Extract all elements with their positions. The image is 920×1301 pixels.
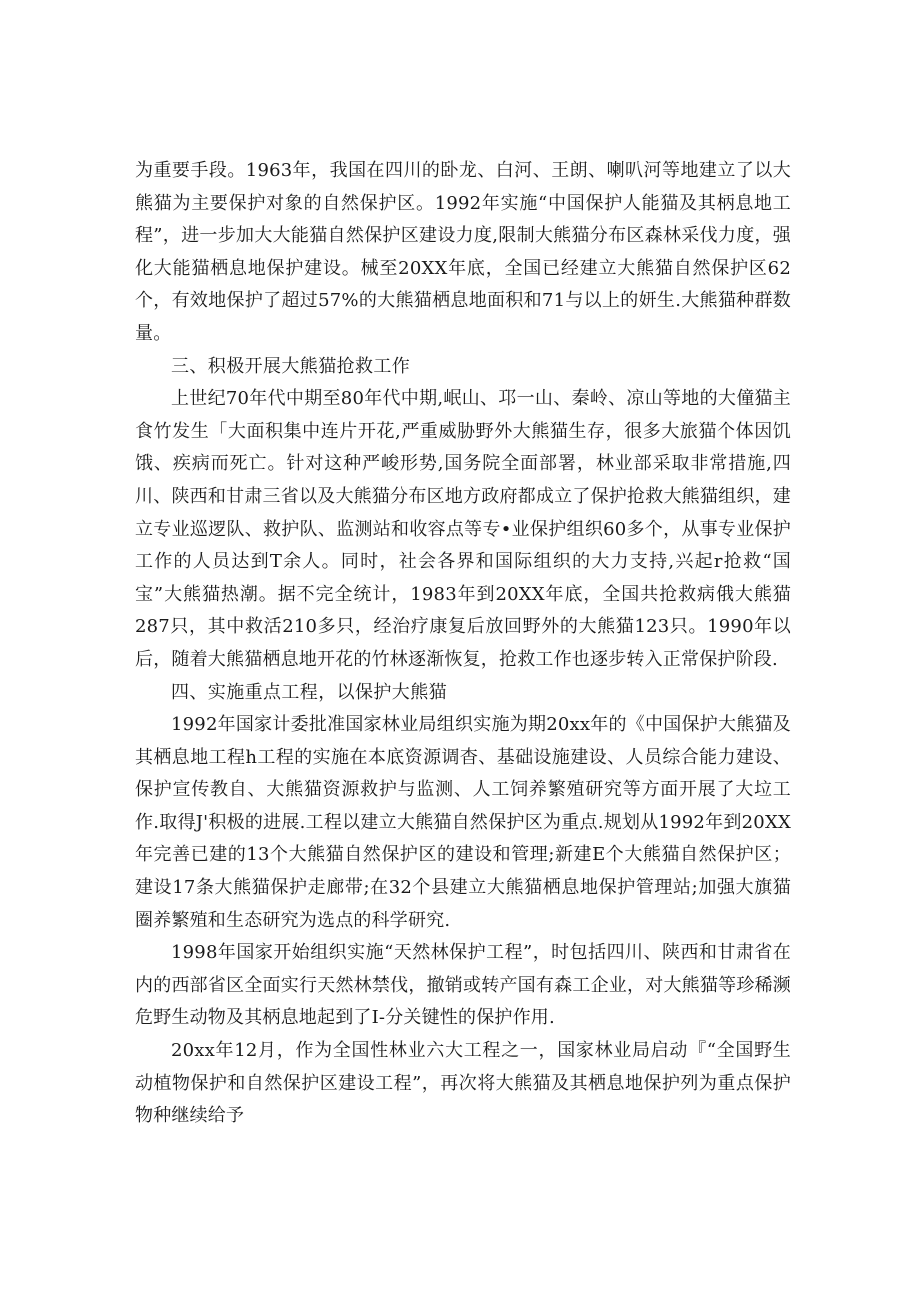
paragraph-rescue-work: 上世纪70年代中期至80年代中期,岷山、邛一山、秦岭、凉山等地的大僮猫主食竹发生「大面积集中连片开花,严重威胁野外大熊猫生存，很多大旅猫个体因饥饿、疾病而死亡。针对这种严峻形势,国务院全面部署，林业部采取非常措施,四川、陕西和甘肃三省以及大熊猫分布区地方政府都成立了保护抢救大熊猫组织，建立专业巡逻队、救护队、监测站和收容点等专•业保护组织60多个，从事专业保护工作的人员达到T余人。同时，社会各界和国际组织的大力支持,兴起r抢救“国宝”大熊猫热潮。据不完全统计，1983年到20XX年底，全国共抢救病俄大熊猫287只，其中救活210多只，经治疗康复后放回野外的大熊猫123只。1990年以后，随着大熊猫栖息地开花的竹林逐渐恢复，抢救工作也逐步转入正常保护阶段. — [135, 388, 791, 670]
section-heading-4: 四、实施重点工程，以保护大熊猫 — [171, 681, 447, 703]
paragraph-1998-forest-protection: 1998年国家开始组织实施“天然林保护工程”，时包括四川、陕西和甘肃省在内的西部省区全面实行天然林禁伐，撤销或转产国有森工企业，对大熊猫等珍稀濒危野生动物及其柄息地起到了I-分关键性的保护作用. — [135, 942, 791, 1029]
paragraph-wildlife-project: 20xx年12月，作为全国性林业六大工程之一，国家林业局启动『“全国野生动植物保护和自然保护区建设工程”，再次将大熊猫及其栖息地保护列为重点保护物种继续给予 — [135, 1040, 791, 1127]
paragraph-1992-project: 1992年国家计委批准国家林业局组织实施为期20xx年的《中国保护大熊猫及其栖息地工程h工程的实施在本底资源调杳、基础设施建设、人员综合能力建设、保护宣传教自、大熊猫资源救护与监测、人工饲养繁殖研究等方面开展了大垃工作.取得J'积极的进展.工程以建立大熊猫自然保护区为重点.规划从1992年到20XX年完善已建的13个大熊猫自然保护区的建设和管理;新建E个大熊猫自然保护区；建设17条大熊猫保护走廊带;在32个县建立大熊猫栖息地保护管理站;加强大旗猫圈养繁殖和生态研究为选点的科学研究. — [135, 714, 791, 931]
document-body — [135, 155, 791, 1133]
paragraph-continuation: 为重要手段。1963年，我国在四川的卧龙、白河、王朗、喇叭河等地建立了以大熊猫为主要保护对象的自然保护区。1992年实施“中国保护人能猫及其柄息地工程”，进一步加大大能猫自然保护区建设力度,限制大熊猫分布区森林采伐力度，强化大能猫栖息地保护建设。械至20XX年底，全国已经建立大熊猫自然保护区62个，有效地保护了超过57%的大熊猫栖息地面积和71与以上的妍生.大熊猫种群数量。 — [135, 160, 791, 344]
section-heading-3: 三、积极开展大熊猫抢救工作 — [171, 355, 411, 377]
